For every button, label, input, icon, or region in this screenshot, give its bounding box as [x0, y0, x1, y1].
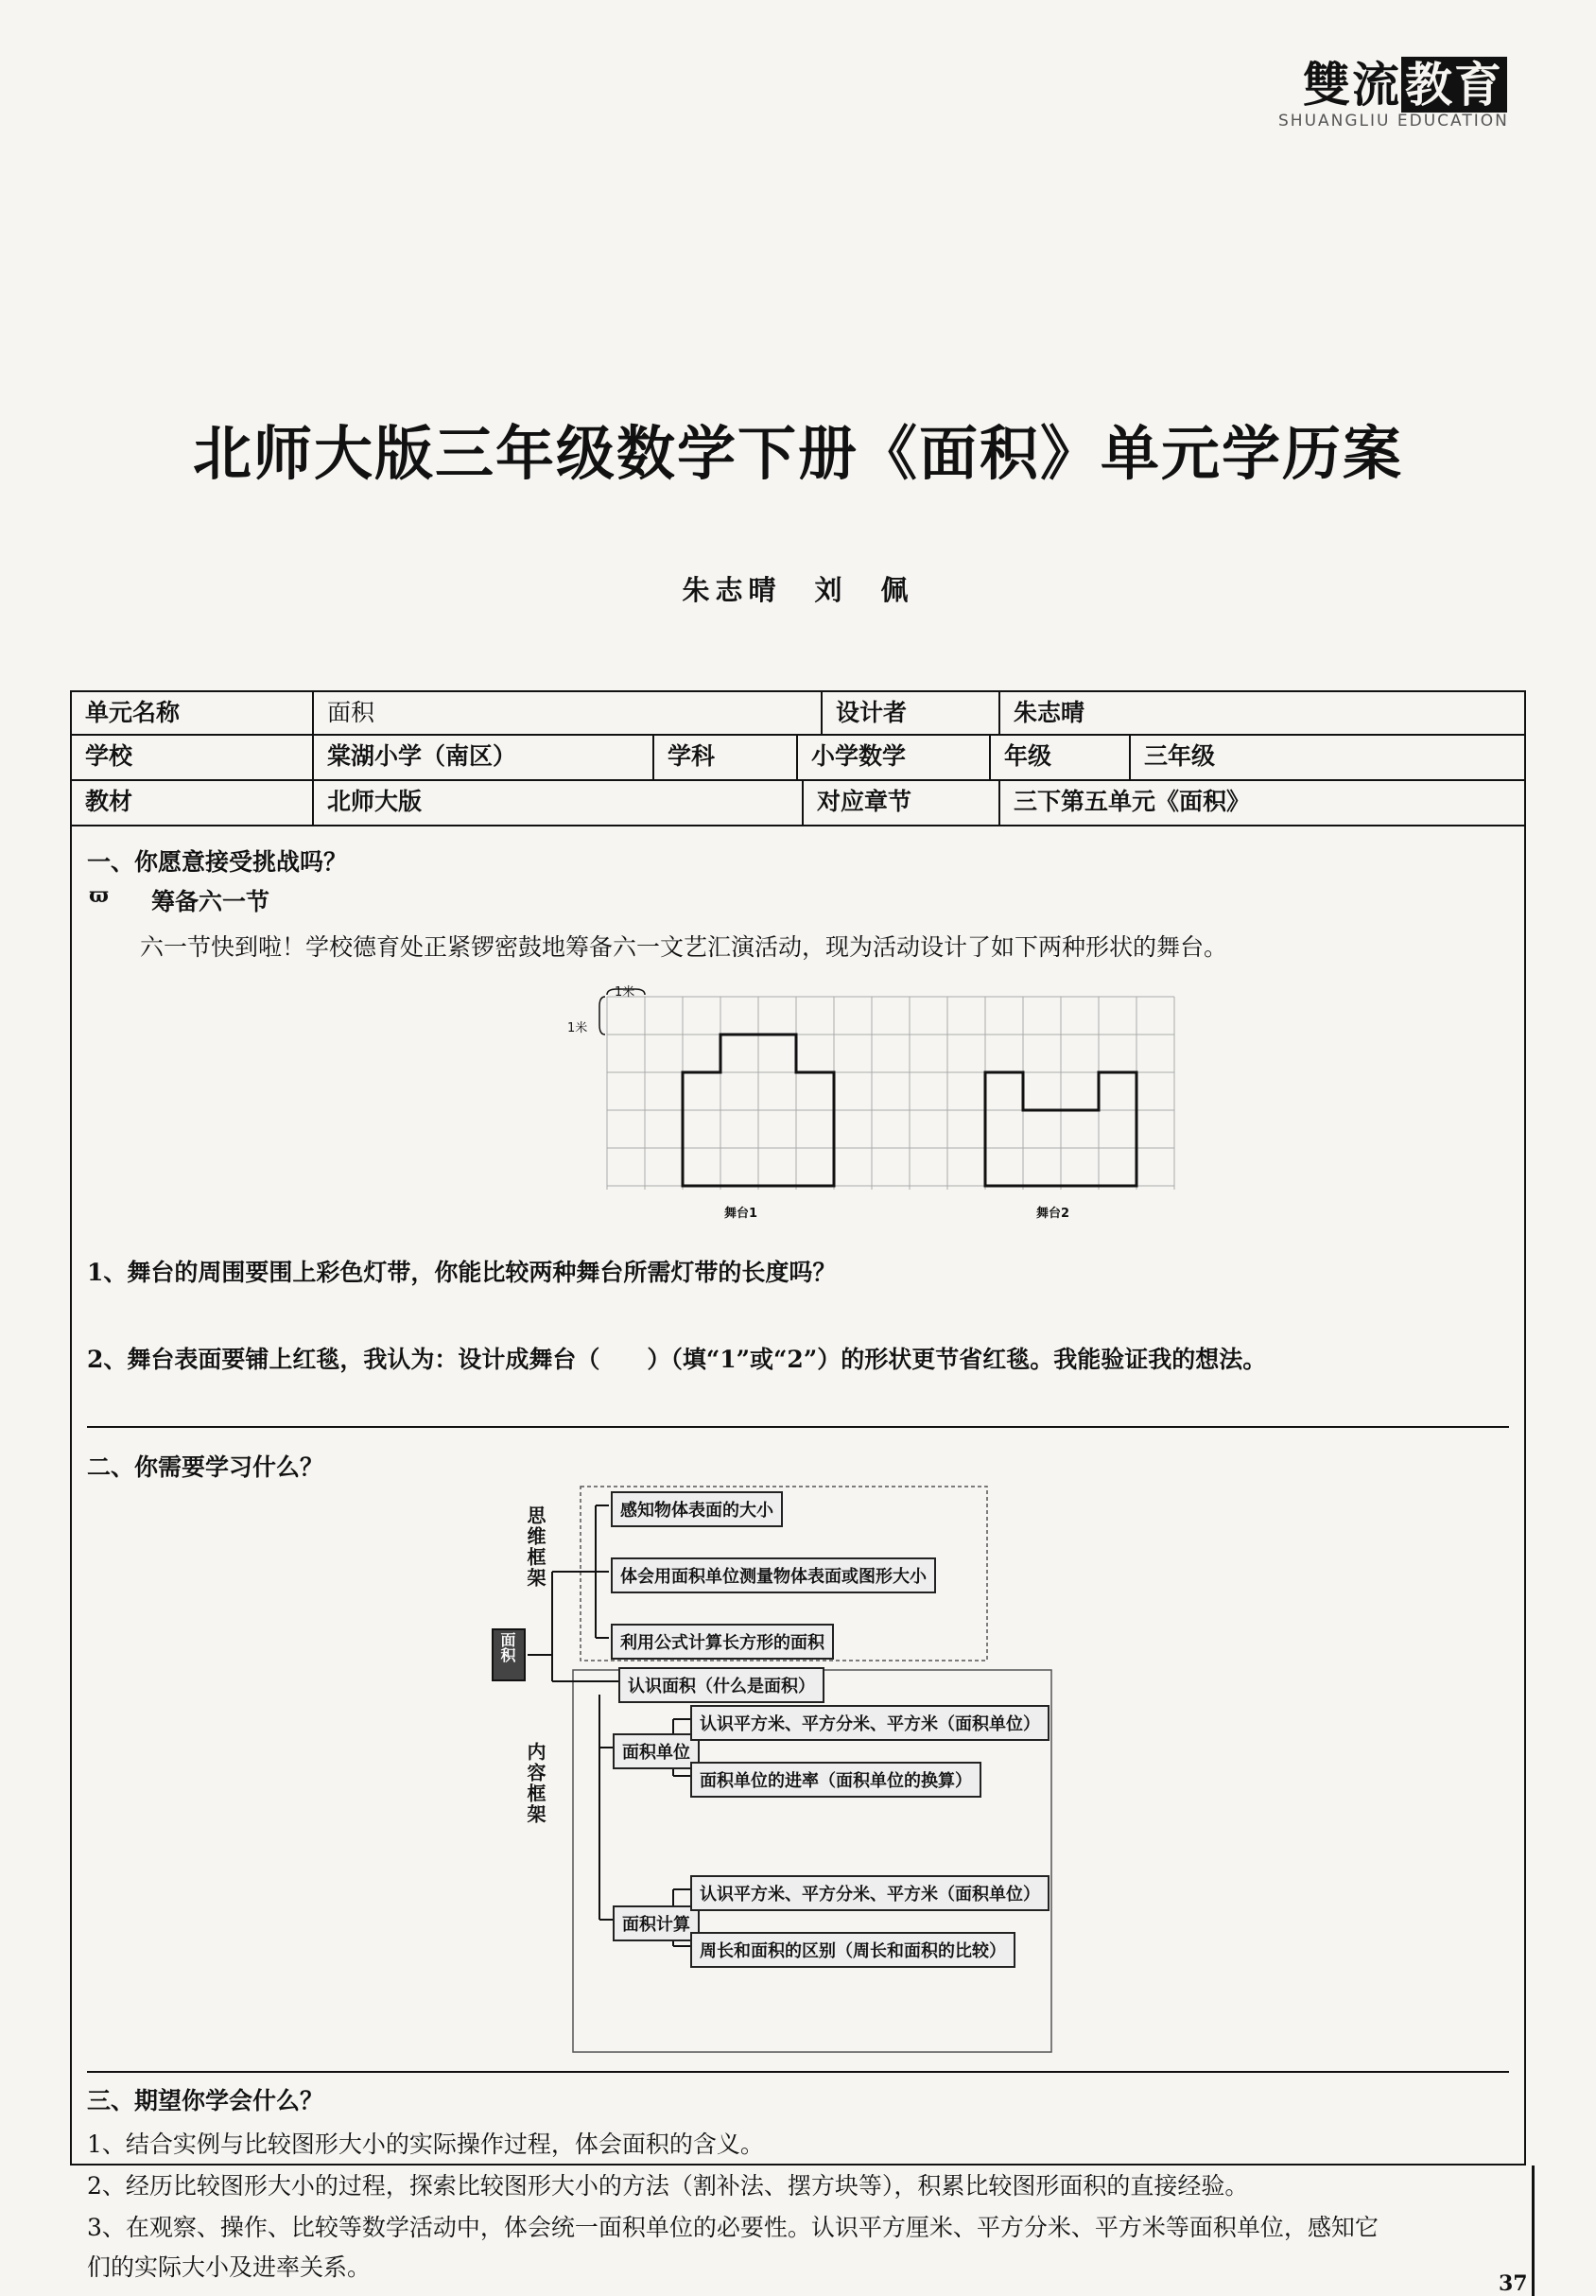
thinking-item-2: 体会用面积单位测量物体表面或图形大小: [611, 1557, 936, 1593]
grid-unit-left-label: 1米: [567, 1021, 588, 1035]
textbook-label: 教材: [85, 788, 133, 815]
grade-label: 年级: [1004, 742, 1052, 770]
thinking-item-1: 感知物体表面的大小: [611, 1491, 783, 1527]
designer-label: 设计者: [836, 699, 908, 726]
mindmap-center-node: 面积: [492, 1628, 526, 1681]
publisher-logo: [1303, 47, 1507, 115]
content-group-area-units: 面积单位: [613, 1733, 700, 1769]
thinking-framework-label: 思维框架: [524, 1505, 546, 1589]
document-title: 北师大版三年级数学下册《面积》单元学历案: [192, 419, 1403, 488]
designer-value: 朱志晴: [1014, 699, 1085, 726]
section3-title: 三、期望你学会什么？: [87, 2087, 324, 2114]
goal-item-3-cont: 们的实际大小及进率关系。: [87, 2253, 372, 2281]
unit-brace-left: [599, 997, 605, 1035]
chapter-label: 对应章节: [817, 788, 912, 815]
section-divider: [87, 2071, 1509, 2073]
subject-label: 学科: [668, 742, 716, 770]
calc-item-2: 周长和面积的区别（周长和面积的比较）: [690, 1932, 1015, 1968]
logo-text-part1: 雙流: [1303, 57, 1401, 113]
content-framework-label: 内容框架: [524, 1742, 546, 1825]
grid-unit-top-label: 1米: [615, 985, 635, 1000]
unit-name-value: 面积: [327, 699, 375, 726]
school-value: 棠湖小学（南区）: [327, 742, 517, 770]
page-number: 37: [1499, 2271, 1528, 2296]
thinking-item-3: 利用公式计算长方形的面积: [611, 1624, 834, 1660]
unit-item-2: 面积单位的进率（面积单位的换算）: [690, 1762, 981, 1798]
textbook-value: 北师大版: [327, 788, 423, 815]
grade-value: 三年级: [1144, 742, 1216, 770]
goal-item-2: 2、经历比较图形大小的过程，探索比较图形大小的方法（割补法、摆方块等），积累比较图形面积的直接经验。: [87, 2172, 1249, 2200]
subject-value: 小学数学: [811, 742, 907, 770]
content-group-area-calc: 面积计算: [613, 1905, 700, 1941]
unit-name-label: 单元名称: [85, 699, 181, 726]
grid-lines: [607, 997, 1174, 1190]
section1-title: 一、你愿意接受挑战吗？: [87, 848, 348, 876]
content-item-recognize-area: 认识面积（什么是面积）: [618, 1667, 824, 1703]
section1-intro: 六一节快到啦！学校德育处正紧锣密鼓地筹备六一文艺汇演活动，现为活动设计了如下两种形状的舞台。: [140, 933, 1228, 961]
logo-text-part2: 教育: [1401, 57, 1507, 113]
section-divider: [87, 1426, 1509, 1428]
school-label: 学校: [85, 742, 133, 770]
bullet-marker: ϖ: [89, 883, 109, 908]
row-divider: [72, 779, 1524, 781]
authors: 朱志晴 刘 佩: [682, 574, 914, 606]
question-1: 1、舞台的周围要围上彩色灯带，你能比较两种舞台所需灯带的长度吗？: [87, 1259, 837, 1286]
question-2: 2、舞台表面要铺上红毯，我认为：设计成舞台（ ）（填“1”或“2”）的形状更节省红毯。我能验证我的想法。: [87, 1346, 1267, 1373]
stage-grid-figure: [488, 985, 1225, 1203]
chapter-value: 三下第五单元《面积》: [1014, 788, 1251, 815]
logo-english-text: SHUANGLIU EDUCATION: [1278, 112, 1509, 130]
unit-item-1: 认识平方米、平方分米、平方米（面积单位）: [690, 1705, 1050, 1741]
calc-item-1: 认识平方米、平方分米、平方米（面积单位）: [690, 1875, 1050, 1911]
goal-item-1: 1、结合实例与比较图形大小的实际操作过程，体会面积的含义。: [87, 2131, 764, 2158]
page-edge-rule: [1532, 2166, 1535, 2296]
section1-subtitle: 筹备六一节: [151, 888, 270, 915]
goal-item-3: 3、在观察、操作、比较等数学活动中，体会统一面积单位的必要性。认识平方厘米、平方分米、平方米等面积单位，感知它: [87, 2214, 1379, 2241]
stage-2-label: 舞台2: [1036, 1207, 1070, 1221]
stage-1-label: 舞台1: [724, 1207, 758, 1221]
lesson-plan-table: [70, 690, 1526, 2281]
row-divider: [72, 825, 1524, 826]
section2-title: 二、你需要学习什么？: [87, 1453, 324, 1481]
